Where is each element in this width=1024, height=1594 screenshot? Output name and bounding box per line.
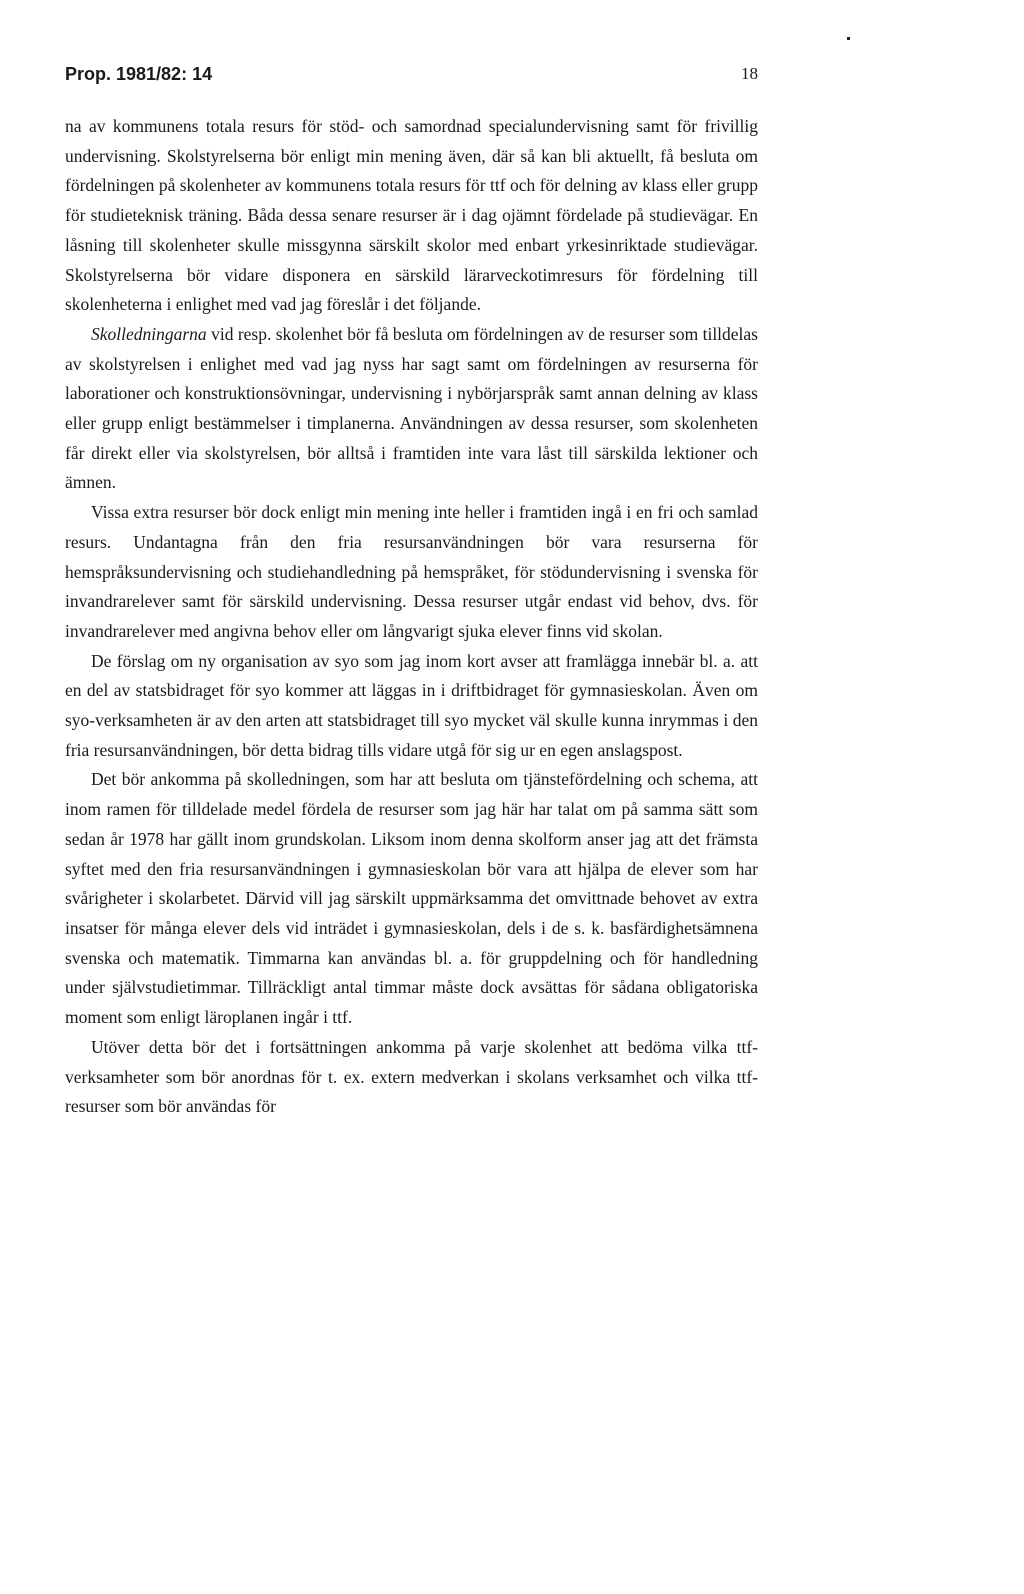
paragraph [65,112,758,320]
paragraph-text: De förslag om ny organisation av syo som jag inom kort avser att framlägga innebär bl. a. att en del av statsbidraget för syo kommer att läggas in i driftbidraget för gymnasieskolan. Även om syo-verksamheten är av den arten att statsbidraget till syo mycket väl skulle kunna inrymmas i den fria resursanvändningen, bör detta bidrag tills vidare utgå för sig ur en egen anslagspost. [65,650,758,760]
paragraph [65,320,758,498]
page-number: 18 [741,64,758,83]
running-header [65,58,758,90]
scan-speck [847,37,850,40]
body-text [65,112,758,1122]
paragraph-text: na av kommunens totala resurs för stöd- och samordnad specialundervisning samt för frivillig undervisning. Skolstyrelserna bör enligt min mening även, där så kan bli aktuellt, få besluta om fördelningen på skolenheter av kommunens totala resurs för ttf och för delning av klass eller grupp för studieteknisk träning. Båda dessa senare resurser är i dag ojämnt fördelade på studievägar. En låsning till skolenheter skulle missgynna särskilt skolor med enbart yrkesinriktade studievägar. Skolstyrelserna bör vidare disponera en särskild lärarveckotimresurs för fördelning till skolenheterna i enlighet med vad jag föreslår i det följande. [65,116,758,315]
document-reference: Prop. 1981/82: 14 [65,64,213,84]
paragraph [65,498,758,647]
paragraph [65,765,758,1032]
paragraph-text: Det bör ankomma på skolledningen, som har att besluta om tjänstefördelning och schema, att inom ramen för tilldelade medel fördela de resurser som jag här har talat om på samma sätt som sedan år 1978 har gällt inom grundskolan. Liksom inom denna skolform anser jag att det främsta syftet med den fria resursanvändningen i gymnasieskolan bör vara att hjälpa de elever som har svårigheter i skolarbetet. Därvid vill jag särskilt uppmärksamma det omvittnade behovet av extra insatser för många elever dels vid inträdet i gymnasieskolan, dels i de s. k. basfärdighetsämnena svenska och matematik. Timmarna kan användas bl. a. för gruppdelning och för handledning under självstudietimmar. Tillräckligt antal timmar måste dock avsättas för sådana obligatoriska moment som enligt läroplanen ingår i ttf. [65,769,758,1028]
paragraph-text: vid resp. skolenhet bör få besluta om fördelningen av de resurser som tilldelas av skolstyrelsen i enlighet med vad jag nyss har sagt samt om fördelningen av resurserna för laborationer och konstruktionsövningar, undervisning i nybörjarspråk samt annan delning av klass eller grupp enligt bestämmelser i timplanerna. Användningen av dessa resurser, som skolenheten får direkt eller via skolstyrelsen, bör alltså i framtiden inte vara låst till särskilda lektioner och ämnen. [65,323,758,493]
paragraph [65,1033,758,1122]
paragraph-text: Vissa extra resurser bör dock enligt min mening inte heller i framtiden ingå i en fri och samlad resurs. Undantagna från den fria resursanvändningen bör vara resurserna för hemspråksundervisning och studiehandledning på hemspråket, för stödundervisning i svenska för invandrarelever samt för särskild undervisning. Dessa resurser utgår endast vid behov, dvs. för invandrarelever med angivna behov eller om långvarigt sjuka elever finns vid skolan. [65,502,758,641]
paragraph-lead-italic: Skolledningarna [91,323,207,344]
paragraph-text: Utöver detta bör det i fortsättningen ankomma på varje skolenhet att bedöma vilka ttf-verksamheter som bör anordnas för t. ex. extern medverkan i skolans verksamhet och vilka ttf-resurser som bör användas för [65,1036,758,1117]
paragraph [65,647,758,766]
